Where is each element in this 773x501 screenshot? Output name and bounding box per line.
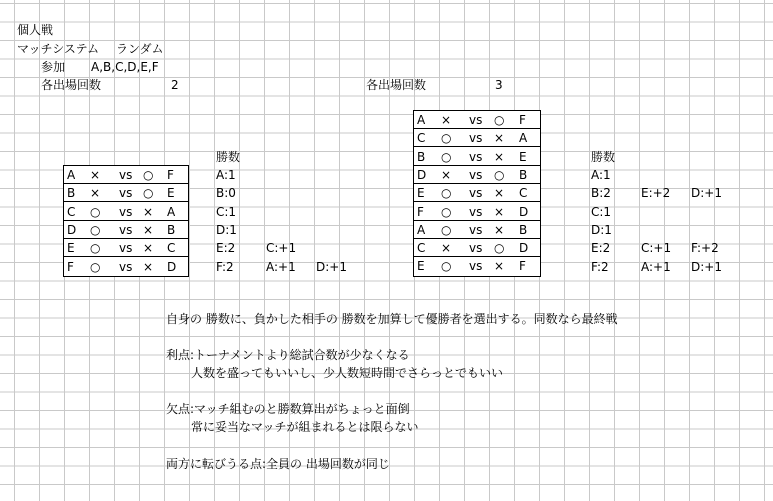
match-cell-vs: vs xyxy=(119,204,133,219)
wins-entry: B:2 xyxy=(591,186,611,201)
match-cell-vs: vs xyxy=(469,186,483,201)
match-cell-p2: D xyxy=(519,241,529,256)
match-cell-p1: E xyxy=(67,241,75,256)
match-cell-r2: ○ xyxy=(143,168,154,182)
match-cell-r2: × xyxy=(494,222,505,237)
match-cell-r2: × xyxy=(494,186,505,201)
match-cell-r1: ○ xyxy=(90,222,101,237)
right-match-table xyxy=(413,110,541,277)
match-cell-r2: × xyxy=(143,222,154,237)
match-cell-p1: E xyxy=(417,259,425,274)
match-cell-p2: E xyxy=(167,186,175,201)
merit-detail: 人数を盛ってもいいし、少人数短時間でさらっとでもいい xyxy=(191,366,504,380)
bonus-entry: D:+1 xyxy=(691,186,722,201)
wins-entry: F:2 xyxy=(591,259,609,274)
match-cell-vs: vs xyxy=(119,186,133,201)
match-cell-r1: ○ xyxy=(441,131,452,146)
sheet-title: 個人戦 xyxy=(17,23,54,37)
merit-title: 利点:トーナメントより総試合数が少なくなる xyxy=(166,348,410,362)
match-cell-p2: D xyxy=(519,204,529,219)
match-cell-p2: C xyxy=(167,241,176,256)
demerit-detail: 常に妥当なマッチが組まれるとは限らない xyxy=(191,420,419,434)
match-cell-p2: B xyxy=(167,222,176,237)
left-wins-header: 勝数 xyxy=(216,150,241,164)
match-row xyxy=(414,221,540,239)
match-cell-p2: B xyxy=(519,167,528,182)
match-cell-vs: vs xyxy=(119,168,133,182)
match-cell-p2: A xyxy=(519,131,528,146)
match-cell-p1: A xyxy=(417,113,426,127)
match-cell-r1: ○ xyxy=(90,241,101,256)
match-cell-p1: A xyxy=(417,222,426,237)
match-row xyxy=(414,239,540,257)
bonus-entry: A:+1 xyxy=(641,259,671,274)
match-cell-p2: E xyxy=(519,149,527,164)
match-cell-r1: × xyxy=(90,168,101,182)
match-cell-vs: vs xyxy=(119,222,133,237)
wins-entry: C:1 xyxy=(216,204,237,219)
match-cell-r1: × xyxy=(441,167,452,182)
match-cell-vs: vs xyxy=(469,204,483,219)
match-cell-p2: C xyxy=(519,186,528,201)
match-row xyxy=(414,148,540,166)
match-row xyxy=(414,111,540,129)
right-appearances-value: 3 xyxy=(495,78,503,92)
left-appearances-value: 2 xyxy=(171,78,179,92)
wins-entry: D:1 xyxy=(591,222,612,237)
match-row xyxy=(64,166,188,184)
match-cell-r2: × xyxy=(143,259,154,274)
match-row xyxy=(414,129,540,147)
rule-note: 自身の 勝数に、負かした相手の 勝数を加算して優勝者を選出する。同数なら最終戦 xyxy=(166,312,618,326)
match-row xyxy=(64,221,188,239)
bonus-entry: C:+1 xyxy=(266,241,297,256)
wins-entry: E:2 xyxy=(216,241,236,256)
match-cell-p1: E xyxy=(417,186,425,201)
wins-entry: B:0 xyxy=(216,186,236,201)
match-cell-r1: ○ xyxy=(441,204,452,219)
match-cell-r1: ○ xyxy=(90,204,101,219)
match-system-value: ランダム xyxy=(116,42,164,56)
match-cell-vs: vs xyxy=(469,241,483,256)
both-point: 両方に転びうる点:全員の 出場回数が同じ xyxy=(166,457,390,471)
match-cell-vs: vs xyxy=(469,149,483,164)
match-cell-vs: vs xyxy=(469,167,483,182)
match-cell-p1: A xyxy=(67,168,76,182)
match-cell-r2: × xyxy=(494,131,505,146)
bonus-entry: D:+1 xyxy=(316,259,347,274)
match-row xyxy=(414,184,540,202)
match-cell-vs: vs xyxy=(119,241,133,256)
match-cell-r2: ○ xyxy=(494,241,505,256)
match-cell-r2: × xyxy=(494,149,505,164)
match-cell-p2: B xyxy=(519,222,528,237)
match-cell-p1: F xyxy=(67,259,74,274)
demerit-title: 欠点:マッチ組むのと勝数算出がちょっと面倒 xyxy=(166,402,410,416)
wins-entry: D:1 xyxy=(216,222,237,237)
match-cell-p1: B xyxy=(417,149,426,164)
match-cell-r2: × xyxy=(143,204,154,219)
bonus-entry: E:+2 xyxy=(641,186,671,201)
match-cell-r1: ○ xyxy=(441,222,452,237)
match-cell-p1: D xyxy=(67,222,77,237)
match-row xyxy=(414,257,540,275)
match-cell-p2: F xyxy=(167,168,174,182)
match-cell-r2: ○ xyxy=(494,167,505,182)
match-cell-vs: vs xyxy=(469,259,483,274)
match-cell-p1: B xyxy=(67,186,76,201)
participants-value: A,B,C,D,E,F xyxy=(91,60,159,74)
wins-entry: F:2 xyxy=(216,259,234,274)
right-appearances-label: 各出場回数 xyxy=(366,78,427,92)
match-row xyxy=(64,184,188,202)
right-wins-header: 勝数 xyxy=(591,150,616,164)
bonus-entry: C:+1 xyxy=(641,241,672,256)
match-cell-r2: × xyxy=(494,204,505,219)
match-cell-vs: vs xyxy=(469,222,483,237)
match-cell-r1: ○ xyxy=(90,259,101,274)
match-cell-p1: C xyxy=(417,241,426,256)
match-cell-r1: ○ xyxy=(441,149,452,164)
match-cell-p1: F xyxy=(417,204,424,219)
match-cell-r1: ○ xyxy=(441,186,452,201)
bonus-entry: A:+1 xyxy=(266,259,296,274)
match-cell-r1: × xyxy=(441,241,452,256)
wins-entry: C:1 xyxy=(591,204,612,219)
match-row xyxy=(64,239,188,257)
left-match-table xyxy=(63,165,189,277)
bonus-entry: D:+1 xyxy=(691,259,722,274)
match-cell-vs: vs xyxy=(469,131,483,146)
match-system-label: マッチシステム xyxy=(17,42,100,56)
match-cell-r1: × xyxy=(441,113,452,127)
wins-entry: E:2 xyxy=(591,241,611,256)
wins-entry: A:1 xyxy=(216,168,236,182)
match-cell-p1: C xyxy=(67,204,76,219)
match-cell-p2: D xyxy=(167,259,177,274)
match-cell-r2: × xyxy=(494,259,505,274)
match-cell-r1: ○ xyxy=(441,259,452,274)
match-cell-vs: vs xyxy=(469,113,483,127)
match-cell-p1: D xyxy=(417,167,427,182)
match-cell-p2: F xyxy=(519,259,526,274)
match-row xyxy=(64,203,188,221)
match-cell-r2: ○ xyxy=(494,113,505,127)
participants-label: 参加 xyxy=(41,60,66,74)
match-row xyxy=(414,203,540,221)
match-cell-r2: ○ xyxy=(143,186,154,201)
match-row xyxy=(64,258,188,276)
match-cell-r1: × xyxy=(90,186,101,201)
match-cell-p2: A xyxy=(167,204,176,219)
match-cell-r2: × xyxy=(143,241,154,256)
left-appearances-label: 各出場回数 xyxy=(41,78,102,92)
match-cell-p1: C xyxy=(417,131,426,146)
match-row xyxy=(414,166,540,184)
match-cell-p2: F xyxy=(519,113,526,127)
match-cell-vs: vs xyxy=(119,259,133,274)
bonus-entry: F:+2 xyxy=(691,241,719,256)
wins-entry: A:1 xyxy=(591,168,611,182)
